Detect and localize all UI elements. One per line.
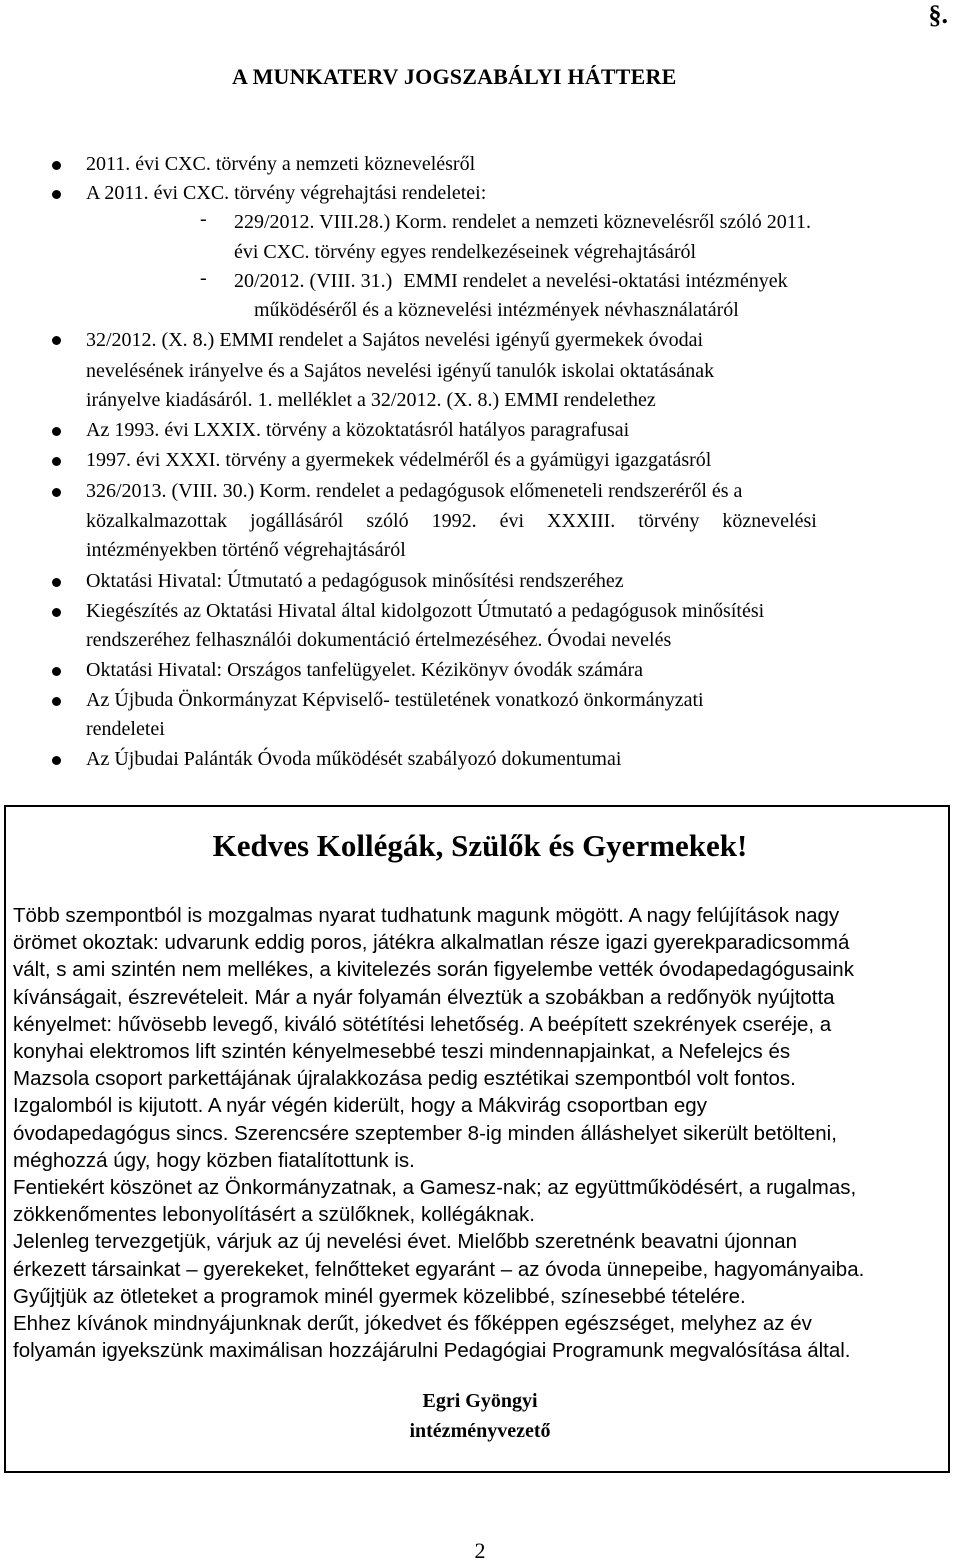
paragraph-line: kívánságait, észrevételeit. Már a nyár folyamán élveztük a szobákban a redőnyök nyújtotta <box>13 985 835 1009</box>
sub-item-line: évi CXC. törvény egyes rendelkezéseinek végrehajtásáról <box>234 241 697 263</box>
list-item-line: nevelésének irányelve és a Sajátos nevelési igényű tanulók iskolai oktatásának <box>86 360 715 382</box>
signature-title: intézményvezető <box>409 1420 551 1442</box>
bullet-icon <box>52 161 61 170</box>
bullet-icon <box>52 336 61 345</box>
section-mark: §. <box>928 0 948 29</box>
list-item: Az 1993. évi LXXIX. törvény a közoktatásról hatályos paragrafusai <box>86 419 630 441</box>
sub-item-line: működéséről és a köznevelési intézmények névhasználatáról <box>254 299 739 321</box>
dash: - <box>200 267 207 289</box>
bullet-icon <box>52 488 61 497</box>
list-item-line: rendszeréhez felhasználói dokumentáció értelmezéséhez. Óvodai nevelés <box>86 629 672 651</box>
paragraph-line: Több szempontból is mozgalmas nyarat tudhatunk magunk mögött. A nagy felújítások nagy <box>13 904 840 927</box>
bullet-icon <box>52 697 61 706</box>
list-item: Az Újbudai Palánták Óvoda működését szabályozó dokumentumai <box>86 748 622 770</box>
paragraph-line: Gyűjtjük az ötleteket a programok minél gyermek közelibbé, színesebbé tételére. <box>13 1284 746 1308</box>
paragraph-line: zökkenőmentes lebonyolításért a szülőknek, kollégáknak. <box>13 1203 535 1227</box>
bullet-icon <box>52 756 61 765</box>
sub-item-line <box>234 267 948 297</box>
bullet-icon <box>52 578 61 587</box>
paragraph-line: örömet okoztak: udvarunk eddig poros, játékra alkalmatlan része igazi gyerekparadicsommá <box>13 931 850 955</box>
list-item-line: intézményekben történő végrehajtásáról <box>86 539 406 561</box>
paragraph-line: folyamán igyekszünk maximálisan hozzájárulni Pedagógiai Programunk megvalósítása által. <box>13 1339 851 1363</box>
list-item-line: 32/2012. (X. 8.) EMMI rendelet a Sajátos nevelési igényű gyermekek óvodai <box>86 329 704 351</box>
list-item: Oktatási Hivatal: Útmutató a pedagógusok minősítési rendszeréhez <box>86 570 624 592</box>
signature-name: Egri Gyöngyi <box>422 1390 538 1412</box>
list-item-line: közalkalmazottak jogállásáról szóló 1992. évi XXXIII. törvény köznevelési <box>86 510 817 532</box>
paragraph-line: Mazsola csoport parkettájának újralakkozása pedig esztétikai szempontból volt fontos. <box>13 1067 796 1091</box>
list-item-line: Az Újbuda Önkormányzat Képviselő- testületének vonatkozó önkormányzati <box>86 689 704 711</box>
paragraph-line: Ehhez kívánok mindnyájunknak derűt, jókedvet és főképpen egészséget, melyhez az év <box>13 1312 812 1336</box>
list-item-line: irányelve kiadásáról. 1. melléklet a 32/2012. (X. 8.) EMMI rendelethez <box>86 389 656 411</box>
paragraph-line: kényelmet: hűvösebb levegő, kiváló sötétítési lehetőség. A beépített szekrények cseréje, a <box>13 1012 832 1036</box>
list-item: A 2011. évi CXC. törvény végrehajtási rendeletei: <box>86 182 487 204</box>
page-title: A MUNKATERV JOGSZABÁLYI HÁTTERE <box>232 64 677 89</box>
bullet-icon <box>52 457 61 466</box>
sub-item-line: 229/2012. VIII.28.) Korm. rendelet a nemzeti köznevelésről szóló 2011. <box>234 211 812 233</box>
bullet-icon <box>52 190 61 199</box>
paragraph-line: Fentiekért köszönet az Önkormányzatnak, a Gamesz-nak; az együttműködésért, a rugalmas, <box>13 1176 857 1200</box>
list-item: 1997. évi XXXI. törvény a gyermekek védelméről és a gyámügyi igazgatásról <box>86 449 712 471</box>
paragraph-line: Izgalomból is kijutott. A nyár végén kiderült, hogy a Mákvirág csoportban egy <box>13 1094 707 1118</box>
list-item-line: 326/2013. (VIII. 30.) Korm. rendelet a pedagógusok előmeneteli rendszeréről és a <box>86 480 743 502</box>
letter-greeting: Kedves Kollégák, Szülők és Gyermekek! <box>212 828 748 863</box>
letter-paragraph-1 <box>13 902 943 1364</box>
list-item: Oktatási Hivatal: Országos tanfelügyelet. Kézikönyv óvodák számára <box>86 659 644 681</box>
list-item: 2011. évi CXC. törvény a nemzeti köznevelésről <box>86 153 476 175</box>
paragraph-line: érkezett társainkat – gyerekeket, felnőtteket egyaránt – az óvoda ünnepeibe, hagyományaiba. <box>13 1257 865 1281</box>
paragraph-line: konyhai elektromos lift szintén kényelmesebbé teszi mindennapjainkat, a Nefelejcs és <box>13 1040 791 1064</box>
dash: - <box>200 208 207 230</box>
sub-item-rest: EMMI rendelet a nevelési-oktatási intézmények <box>403 270 788 292</box>
sub-item-lead: 20/2012. (VIII. 31.) <box>234 270 393 292</box>
list-item-line: rendeletei <box>86 718 165 740</box>
paragraph-line: méghozzá úgy, hogy közben fiatalítottunk is. <box>13 1148 415 1172</box>
bullet-icon <box>52 427 61 436</box>
paragraph-line: óvodapedagógus sincs. Szerencsére szeptember 8-ig minden álláshelyet sikerült betölteni, <box>13 1121 837 1145</box>
paragraph-line: vált, s ami szintén nem mellékes, a kivitelezés során figyelembe vették óvodapedagógusaink <box>13 958 854 982</box>
page-number: 2 <box>474 1538 486 1563</box>
bullet-icon <box>52 667 61 676</box>
list-item-line: Kiegészítés az Oktatási Hivatal által kidolgozott Útmutató a pedagógusok minősítési <box>86 600 765 622</box>
paragraph-line: Jelenleg tervezgetjük, várjuk az új nevelési évet. Mielőbb szeretnénk beavatni újonnan <box>13 1230 798 1254</box>
bullet-icon <box>52 608 61 617</box>
